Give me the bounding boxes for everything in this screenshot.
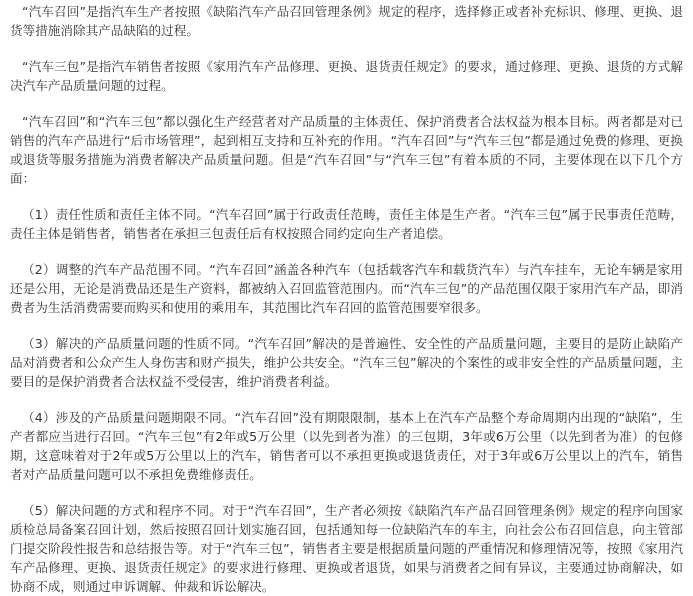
paragraph-difference-3: （3）解决的产品质量问题的性质不同。“汽车召回”解决的是普遍性、安全性的产品质量问题，主要目的是防止缺陷产品对消费者和公众产生人身伤害和财产损失，维护公共安全。“汽车三包”解决的个案性的或非安全性的产品质量问题，主要目的是保护消费者合法权益不受侵害，维护消费者利益。 — [10, 336, 683, 389]
paragraph-difference-5: （5）解决问题的方式和程序不同。对于“汽车召回”，生产者必须按《缺陷汽车产品召回管理条例》规定的程序向国家质检总局备案召回计划，然后按照召回计划实施召回，包括通知每一位缺陷汽车的车主，向社会公布召回信息，向主管部门提交阶段性报告和总结报告等。对于“汽车三包”，销售者主要是根据质量问题的严重情况和修理情况等，按照《家用汽车产品修理、更换、退货责任规定》的要求进行修理、更换或者退货，如果与消费者之间有异议，主要通过协商解决，如协商不成，则通过申诉调解、仲裁和诉讼解决。 — [10, 503, 683, 594]
paragraph-difference-1: （1）责任性质和责任主体不同。“汽车召回”属于行政责任范畴，责任主体是生产者。“汽车三包”属于民事责任范畴，责任主体是销售者，销售者在承担三包责任后有权按照合同约定向生产者追偿。 — [10, 207, 683, 241]
paragraph-common-goals: “汽车召回”和“汽车三包”都以强化生产经营者对产品质量的主体责任、保护消费者合法权益为根本目标。两者都是对已销售的汽车产品进行“后市场管理”，起到相互支持和互补充的作用。“汽车召回”与“汽车三包”都是通过免费的修理、更换或退货等服务措施为消费者解决产品质量问题。但是“汽车召回”与“汽车三包”有着本质的不同，主要体现在以下几个方面： — [10, 114, 683, 186]
paragraph-three-guarantees-definition: “汽车三包”是指汽车销售者按照《家用汽车产品修理、更换、退货责任规定》的要求，通过修理、更换、退货的方式解决汽车产品质量问题的过程。 — [10, 59, 683, 93]
paragraph-recall-definition: “汽车召回”是指汽车生产者按照《缺陷汽车产品召回管理条例》规定的程序，选择修正或者补充标识、修理、更换、退货等措施消除其产品缺陷的过程。 — [10, 4, 683, 38]
paragraph-difference-2: （2）调整的汽车产品范围不同。“汽车召回”涵盖各种汽车（包括载客汽车和载货汽车）与汽车挂车，无论车辆是家用还是公用，无论是消费品还是生产资料，都被纳入召回监管范围内。而“汽车三包”的产品范围仅限于家用汽车产品，即消费者为生活消费需要而购买和使用的乘用车，其范围比汽车召回的监管范围要窄很多。 — [10, 262, 683, 315]
paragraph-difference-4: （4）涉及的产品质量问题期限不同。“汽车召回”没有期限限制，基本上在汽车产品整个寿命周期内出现的“缺陷”，生产者都应当进行召回。“汽车三包”有2年或5万公里（以先到者为准）的三包期，3年或6万公里（以先到者为准）的包修期，这意味着对于2年或5万公里以上的汽车，销售者可以不承担更换或退货责任，对于3年或6万公里以上的汽车，销售者对产品质量问题可以不承担免费维修责任。 — [10, 410, 683, 482]
